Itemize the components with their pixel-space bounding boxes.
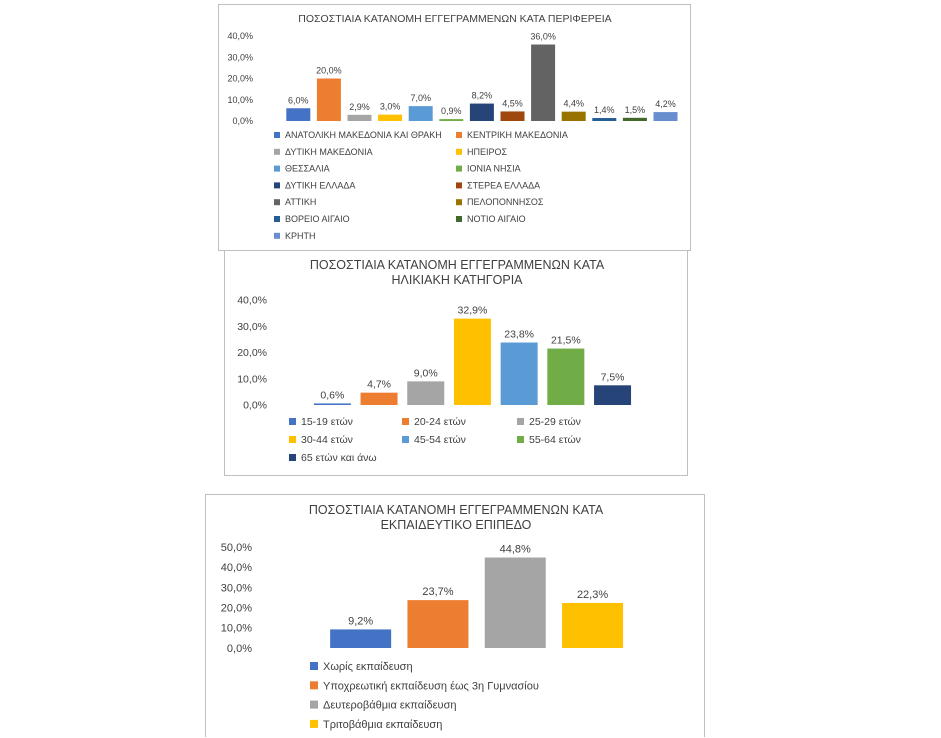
region-bar xyxy=(531,45,555,122)
age-legend-label: 55-64 ετών xyxy=(529,434,581,446)
education-data-label: 23,7% xyxy=(422,586,454,599)
education-legend-label: Υποχρεωτική εκπαίδευση έως 3η Γυμνασίου xyxy=(323,680,539,693)
chart-region-distribution xyxy=(218,4,691,251)
age-legend-swatch xyxy=(517,418,524,425)
age-legend-label: 20-24 ετών xyxy=(414,416,466,428)
age-legend-swatch xyxy=(289,454,296,461)
age-data-label: 0,6% xyxy=(320,389,345,402)
education-legend-label: Χωρίς εκπαίδευση xyxy=(323,661,413,673)
education-title-line: ΠΟΣΟΣΤΙΑΙΑ ΚΑΤΑΝΟΜΗ ΕΓΓΕΓΡΑΜΜΕΝΩΝ ΚΑΤΑ xyxy=(308,503,604,517)
education-legend-swatch xyxy=(310,681,318,689)
chart-education-distribution xyxy=(205,494,705,737)
region-legend-label: ΙΟΝΙΑ ΝΗΣΙΑ xyxy=(467,163,521,174)
age-legend-label: 25-29 ετών xyxy=(529,416,581,428)
region-data-label: 2,9% xyxy=(349,101,370,112)
region-legend-swatch xyxy=(456,149,462,155)
chart-region-svg xyxy=(219,5,692,252)
region-legend-label: ΝΟΤΙΟ ΑΙΓΑΙΟ xyxy=(467,214,526,224)
education-legend-swatch xyxy=(310,662,318,670)
region-legend-swatch xyxy=(456,216,462,222)
age-ytick-label: 20,0% xyxy=(237,347,267,360)
region-data-label: 4,4% xyxy=(563,98,584,109)
region-bar xyxy=(470,104,494,121)
region-legend-label: ΠΕΛΟΠΟΝΝΗΣΟΣ xyxy=(467,197,544,208)
age-legend-label: 65 ετών και άνω xyxy=(301,452,377,464)
education-legend-label: Τριτοβάθμια εκπαίδευση xyxy=(323,718,443,731)
education-ytick-label: 30,0% xyxy=(220,582,252,595)
region-legend-label: ΚΡΗΤΗ xyxy=(285,230,316,241)
region-legend-label: ΘΕΣΣΑΛΙΑ xyxy=(285,163,330,174)
education-ytick-label: 0,0% xyxy=(226,642,252,655)
chart-age-distribution xyxy=(224,250,688,476)
age-legend-swatch xyxy=(289,418,296,425)
age-legend-label: 15-19 ετών xyxy=(301,416,353,428)
region-legend-label: ΒΟΡΕΙΟ ΑΙΓΑΙΟ xyxy=(285,214,350,224)
region-bar xyxy=(317,79,341,122)
age-ytick-label: 40,0% xyxy=(237,294,267,307)
age-bar xyxy=(407,381,444,405)
education-bar xyxy=(407,600,468,648)
region-bar xyxy=(348,115,372,121)
age-ytick-label: 10,0% xyxy=(237,373,267,386)
region-ytick-label: 0,0% xyxy=(232,116,253,127)
age-bar xyxy=(547,349,584,405)
education-legend-swatch xyxy=(310,701,318,709)
age-bar xyxy=(361,393,398,405)
education-bar xyxy=(330,629,391,648)
region-legend-swatch xyxy=(274,233,280,239)
region-legend-label: ΚΕΝΤΡΙΚΗ ΜΑΚΕΔΟΝΙΑ xyxy=(467,130,568,140)
region-ytick-label: 20,0% xyxy=(227,73,253,84)
age-data-label: 32,9% xyxy=(457,304,488,317)
region-data-label: 6,0% xyxy=(288,95,309,106)
region-legend-label: ΔΥΤΙΚΗ ΜΑΚΕΔΟΝΙΑ xyxy=(285,146,373,157)
region-data-label: 1,5% xyxy=(624,104,646,115)
education-bar xyxy=(562,603,623,648)
age-ytick-label: 30,0% xyxy=(237,320,267,333)
region-legend-label: ΗΠΕΙΡΟΣ xyxy=(467,146,508,157)
education-legend-label: Δευτεροβάθμια εκπαίδευση xyxy=(323,699,457,712)
education-ytick-label: 40,0% xyxy=(220,562,252,575)
region-ytick-label: 40,0% xyxy=(227,31,253,42)
education-title-line: ΕΚΠΑΙΔΕΥΤΙΚΟ ΕΠΙΠΕΔΟ xyxy=(380,518,532,532)
region-bar xyxy=(409,106,433,121)
age-title-line: ΗΛΙΚΙΑΚΗ ΚΑΤΗΓΟΡΙΑ xyxy=(391,273,523,287)
age-bar xyxy=(314,403,351,405)
education-data-label: 9,2% xyxy=(348,615,374,628)
age-bar xyxy=(454,319,491,405)
region-data-label: 7,0% xyxy=(410,93,431,104)
region-legend-swatch xyxy=(274,132,280,138)
region-data-label: 36,0% xyxy=(530,31,556,42)
education-legend-swatch xyxy=(310,720,318,728)
age-bar xyxy=(501,343,538,405)
age-ytick-label: 0,0% xyxy=(243,399,267,412)
region-bar xyxy=(378,115,402,121)
region-legend-swatch xyxy=(456,166,462,172)
region-ytick-label: 30,0% xyxy=(227,52,253,63)
age-bar xyxy=(594,385,631,405)
age-data-label: 23,8% xyxy=(504,328,535,341)
age-data-label: 9,0% xyxy=(413,367,438,380)
region-title-line: ΠΟΣΟΣΤΙΑΙΑ ΚΑΤΑΝΟΜΗ ΕΓΓΕΓΡΑΜΜΕΝΩΝ ΚΑΤΑ ΠΕΡΙΦΕΡΕΙΑ xyxy=(298,13,612,25)
region-data-label: 4,2% xyxy=(655,99,676,110)
region-legend-label: ΑΝΑΤΟΛΙΚΗ ΜΑΚΕΔΟΝΙΑ ΚΑΙ ΘΡΑΚΗ xyxy=(285,130,442,140)
region-data-label: 1,4% xyxy=(594,105,615,116)
education-data-label: 22,3% xyxy=(576,588,609,601)
age-legend-swatch xyxy=(517,436,524,443)
age-data-label: 4,7% xyxy=(367,378,392,391)
age-data-label: 21,5% xyxy=(550,334,581,347)
region-data-label: 20,0% xyxy=(316,65,342,76)
age-legend-swatch xyxy=(402,436,409,443)
education-bar xyxy=(485,558,546,648)
region-data-label: 4,5% xyxy=(502,98,523,109)
age-legend-label: 45-54 ετών xyxy=(414,434,466,446)
region-data-label: 3,0% xyxy=(379,101,401,112)
region-legend-label: ΔΥΤΙΚΗ ΕΛΛΑΔΑ xyxy=(285,180,356,191)
region-legend-swatch xyxy=(456,199,462,205)
age-title-line: ΠΟΣΟΣΤΙΑΙΑ ΚΑΤΑΝΟΜΗ ΕΓΓΕΓΡΑΜΜΕΝΩΝ ΚΑΤΑ xyxy=(309,258,605,272)
region-legend-swatch xyxy=(456,132,462,138)
chart-education-svg xyxy=(206,495,706,738)
region-legend-swatch xyxy=(456,182,462,188)
region-legend-swatch xyxy=(274,182,280,188)
region-bar xyxy=(562,112,586,121)
region-legend-label: ΑΤΤΙΚΗ xyxy=(285,197,317,208)
age-legend-label: 30-44 ετών xyxy=(301,434,353,446)
region-legend-swatch xyxy=(274,166,280,172)
age-legend-swatch xyxy=(402,418,409,425)
education-ytick-label: 20,0% xyxy=(220,602,252,615)
education-ytick-label: 10,0% xyxy=(220,622,252,635)
education-data-label: 44,8% xyxy=(499,543,531,556)
region-data-label: 0,9% xyxy=(441,106,462,117)
region-data-label: 8,2% xyxy=(471,90,493,101)
region-legend-swatch xyxy=(274,216,280,222)
region-legend-label: ΣΤΕΡΕΑ ΕΛΛΑΔΑ xyxy=(467,180,541,191)
age-legend-swatch xyxy=(289,436,296,443)
region-bar xyxy=(286,108,310,121)
region-bar xyxy=(439,119,463,121)
region-legend-swatch xyxy=(274,199,280,205)
region-ytick-label: 10,0% xyxy=(227,94,253,105)
region-bar xyxy=(623,118,647,121)
region-legend-swatch xyxy=(274,149,280,155)
chart-age-svg xyxy=(225,251,689,477)
region-bar xyxy=(592,118,616,121)
age-data-label: 7,5% xyxy=(600,371,625,384)
education-ytick-label: 50,0% xyxy=(220,541,252,554)
region-bar xyxy=(501,111,525,121)
region-bar xyxy=(654,112,678,121)
